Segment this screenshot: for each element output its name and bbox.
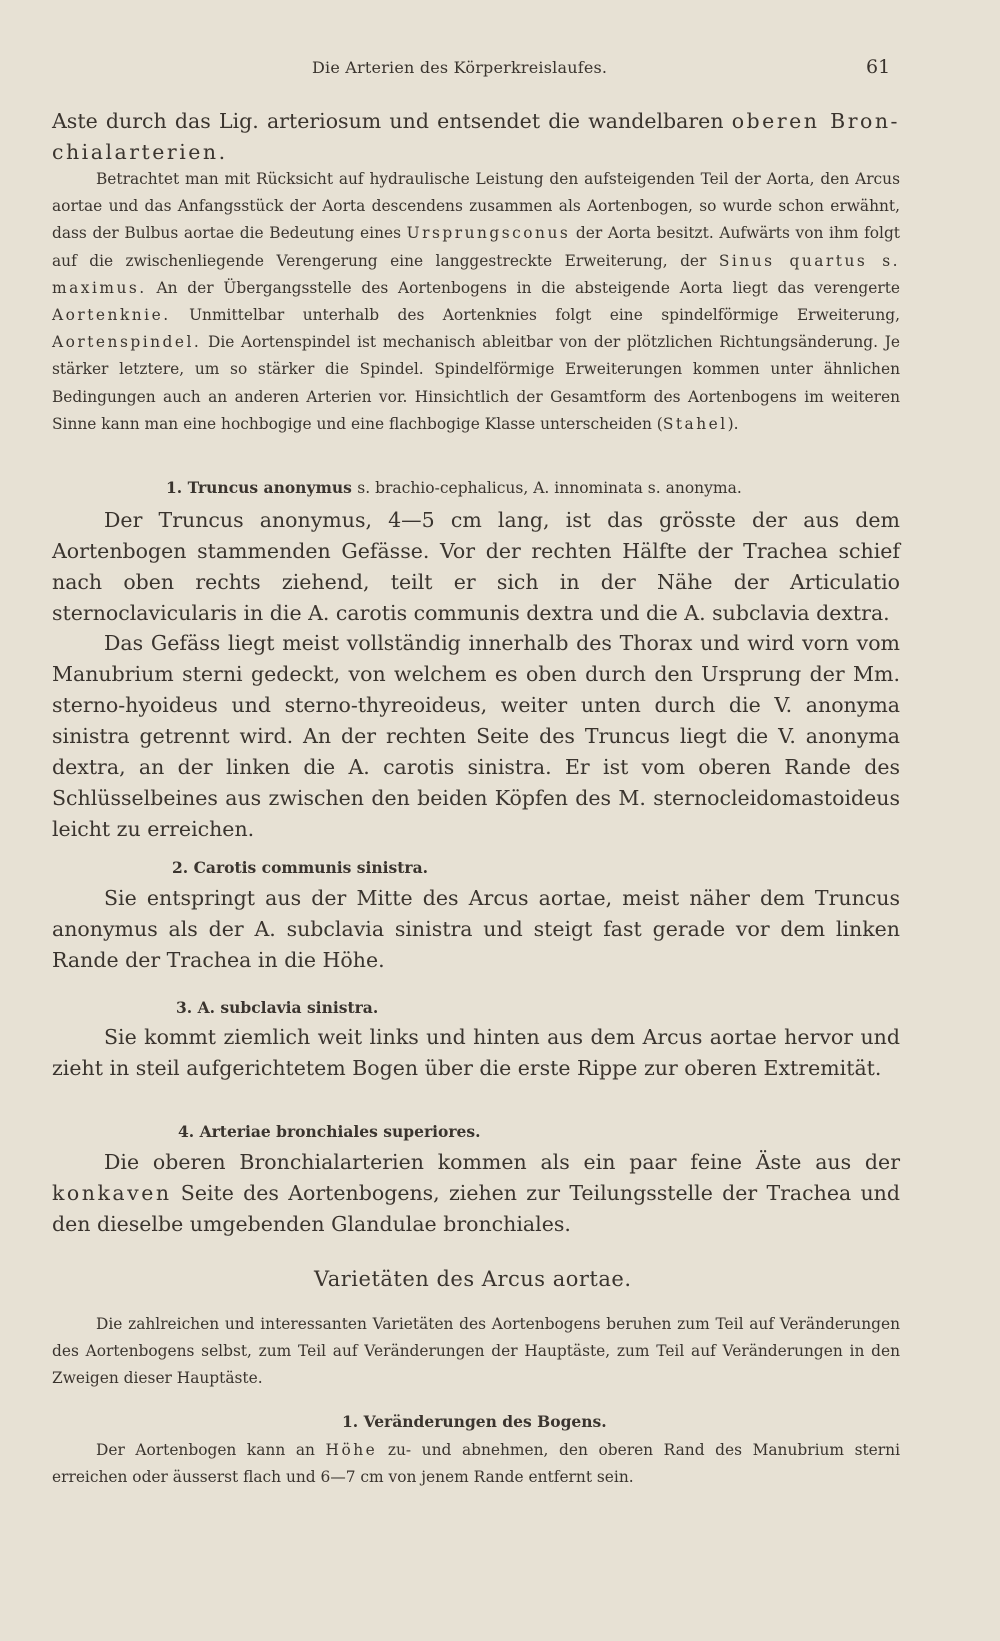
subheading-number: 1. [342,1412,359,1431]
section-title: Carotis communis sinistra. [193,858,429,877]
aortic-arch-text-3: An der Übergangsstelle des Aortenbogens in die absteigende Aorta liegt das verengerte [146,278,900,297]
page-number: 61 [866,56,891,78]
section-number: 3. [176,998,193,1017]
running-header [0,58,1000,88]
section-heading-subclavia [176,998,378,1017]
term-aortenspindel: Aortenspindel. [52,333,202,352]
term-hoehe: Höhe [325,1441,378,1459]
section-number: 2. [172,858,189,877]
subheading-bogen [342,1412,607,1431]
truncus-text-1: Der Truncus anonymus, 4—5 cm lang, ist das grösste der aus dem Aortenbogen stammenden Gefässe. Vor der rechten Hälfte der Trachea schief nach oben rechts ziehend, teilt er sich in der Nähe der Articulatio sternoclavicularis in die A. carotis communis dextra und die A. subclavia dextra. [52,508,900,625]
term-aortenknie: Aortenknie. [52,306,171,325]
varietaeten-paragraph [52,1311,900,1393]
bronchiales-paragraph [52,1147,900,1240]
term-sinus-quartus: Sinus quartus s. maximus. [52,251,901,297]
section-heading-truncus [166,478,742,497]
aortic-arch-text-5: Die Aortenspindel ist mechanisch ableitbar von der plötzlichen Richtungsänderung. Je stärker letztere, um so stärker die Spindel. Spindelförmige Erweiterungen kommen unter ähnlichen Bedingungen auch an anderen Arterien vor. Hinsichtlich der Gesamtform des Aortenbogens im weiteren Sinne kann man eine hochbogige und eine flachbogige Klasse unterscheiden ( [52,333,900,433]
term-ursprungsconus: Ursprungsconus [406,224,571,243]
bronchiales-text-1: Die oberen Bronchialarterien kommen als ein paar feine Äste aus der [104,1150,900,1174]
section-heading-bronchiales [178,1122,481,1141]
header-title: Die Arterien des Körperkreislaufes. [312,58,608,77]
bogen-paragraph [52,1437,900,1491]
subclavia-paragraph [52,1022,900,1084]
section-title: Arteriae bronchiales superiores. [199,1122,481,1141]
subheading-title: Veränderungen des Bogens. [363,1412,607,1431]
subclavia-text: Sie kommt ziemlich weit links und hinten aus dem Arcus aortae hervor und zieht in steil aufgerichtetem Bogen über die erste Rippe zur oberen Extremität. [52,1025,900,1080]
truncus-paragraph-1 [52,505,900,629]
carotis-text: Sie entspringt aus der Mitte des Arcus aortae, meist näher dem Truncus anonymus als der A. subclavia sinistra und steigt fast gerade vor dem linken Rande der Trachea in die Höhe. [52,886,900,972]
intro-text: Aste durch das Lig. arteriosum und entsendet die wandelbaren [52,109,732,133]
aortic-arch-text-4: Unmittelbar unterhalb des Aortenknies folgt eine spindelförmige Erweiterung, [170,306,900,325]
section-number: 1. [166,478,183,497]
truncus-text-2: Das Gefäss liegt meist vollständig innerhalb des Thorax und wird vorn vom Manubrium sterni gedeckt, von welchem es oben durch den Ursprung der Mm. sterno-hyoideus und sterno-thyreoideus, weiter unten durch die V. anonyma sinistra getrennt wird. An der rechten Seite des Truncus liegt die V. anonyma dextra, an der linken die A. carotis sinistra. Er ist vom oberen Rande des Schlüsselbeines aus zwischen den beiden Köpfen des M. sternocleidomastoideus leicht zu erreichen. [52,631,900,841]
bogen-text-2: zu- und abnehmen, den oberen Rand des Manubrium sterni erreichen oder äusserst flach und 6—7 cm von jenem Rande entfernt sein. [52,1441,900,1487]
bogen-text-1: Der Aortenbogen kann an [96,1441,326,1459]
carotis-paragraph [52,883,900,976]
section-title-rest: s. brachio-cephalicus, A. innominata s. anonyma. [357,479,742,497]
intro-paragraph [52,106,900,168]
section-number: 4. [178,1122,195,1141]
section-title: Truncus anonymus [187,478,352,497]
aortic-arch-text-1: Betrachtet man mit Rücksicht auf hydraulische Leistung den aufsteigenden Teil der Aorta, den Arcus aortae und das Anfangsstück der Aorta descendens zusammen als Aortenbogen, so wurde schon erwähnt, dass der Bulbus aortae die Bedeutung eines [52,170,900,243]
intro-term: oberen Bron-chialarterien. [52,109,900,164]
aortic-arch-text-6: ). [727,414,739,433]
truncus-paragraph-2 [52,628,900,845]
term-stahel: Stahel [662,414,728,433]
section-title-varietaeten: Varietäten des Arcus aortae. [314,1267,632,1291]
aortic-arch-paragraph [52,166,900,438]
section-title: A. subclavia sinistra. [197,998,379,1017]
term-konkaven: konkaven [52,1181,172,1205]
aortic-arch-text-2: der Aorta besitzt. Aufwärts von ihm folgt auf die zwischenliegende Verengerung eine langgestreckte Erweiterung, der [52,224,900,270]
varietaeten-text: Die zahlreichen und interessanten Varietäten des Aortenbogens beruhen zum Teil auf Veränderungen des Aortenbogens selbst, zum Teil auf Veränderungen der Hauptäste, zum Teil auf Veränderungen in den Zweigen dieser Hauptäste. [52,1315,900,1388]
section-heading-carotis [172,858,428,877]
bronchiales-text-2: Seite des Aortenbogens, ziehen zur Teilungsstelle der Trachea und den dieselbe umgebenden Glandulae bronchiales. [52,1181,900,1236]
